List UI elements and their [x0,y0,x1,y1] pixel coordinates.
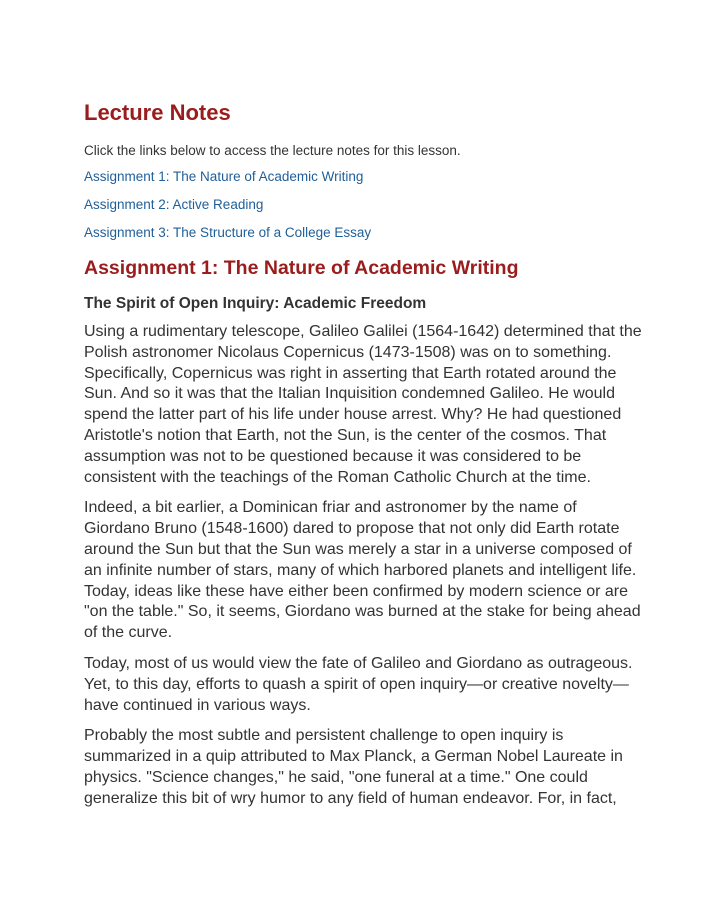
link-item [84,224,644,242]
link-item [84,168,644,186]
intro-text: Click the links below to access the lecture notes for this lesson. [84,143,461,158]
body-paragraph-4: Probably the most subtle and persistent challenge to open inquiry is summarized in a quip attributed to Max Planck, a German Nobel Laureate in physics. "Science changes," he said, "one funeral at a time." One could generalize this bit of wry humor to any field of human endeavor. For, in fact, [84,727,623,807]
assignment-links-list [84,168,644,242]
section-heading: Assignment 1: The Nature of Academic Writing [84,257,519,279]
assignment-3-link[interactable]: Assignment 3: The Structure of a College Essay [84,225,372,240]
body-paragraph-3: Today, most of us would view the fate of Galileo and Giordano as outrageous. Yet, to this day, efforts to quash a spirit of open inquiry—or creative novelty—have continued in various ways. [84,654,633,714]
link-item [84,196,644,214]
assignment-2-link[interactable]: Assignment 2: Active Reading [84,197,264,212]
body-paragraph-2: Indeed, a bit earlier, a Dominican friar and astronomer by the name of Giordano Bruno (1548-1600) dared to propose that not only did Earth rotate around the Sun but that the Sun was merely a star in a universe composed of an infinite number of stars, many of which harbored planets and intelligent life. Today, ideas like these have either been confirmed by modern science or are "on the table." So, it seems, Giordano was burned at the stake for being ahead of the curve. [84,499,641,642]
body-paragraph-1: Using a rudimentary telescope, Galileo Galilei (1564-1642) determined that the Polish astronomer Nicolaus Copernicus (1473-1508) was on to something. Specifically, Copernicus was right in asserting that Earth rotated around the Sun. And so it was that the Italian Inquisition condemned Galileo. He would spend the latter part of his life under house arrest. Why? He had questioned Aristotle's notion that Earth, not the Sun, is the center of the cosmos. That assumption was not to be questioned because it was considered to be consistent with the teachings of the Roman Catholic Church at the time. [84,323,642,486]
assignment-1-link[interactable]: Assignment 1: The Nature of Academic Writing [84,169,364,184]
lecture-notes-page [84,100,644,810]
page-title: Lecture Notes [84,100,231,125]
subsection-heading: The Spirit of Open Inquiry: Academic Freedom [84,295,427,312]
